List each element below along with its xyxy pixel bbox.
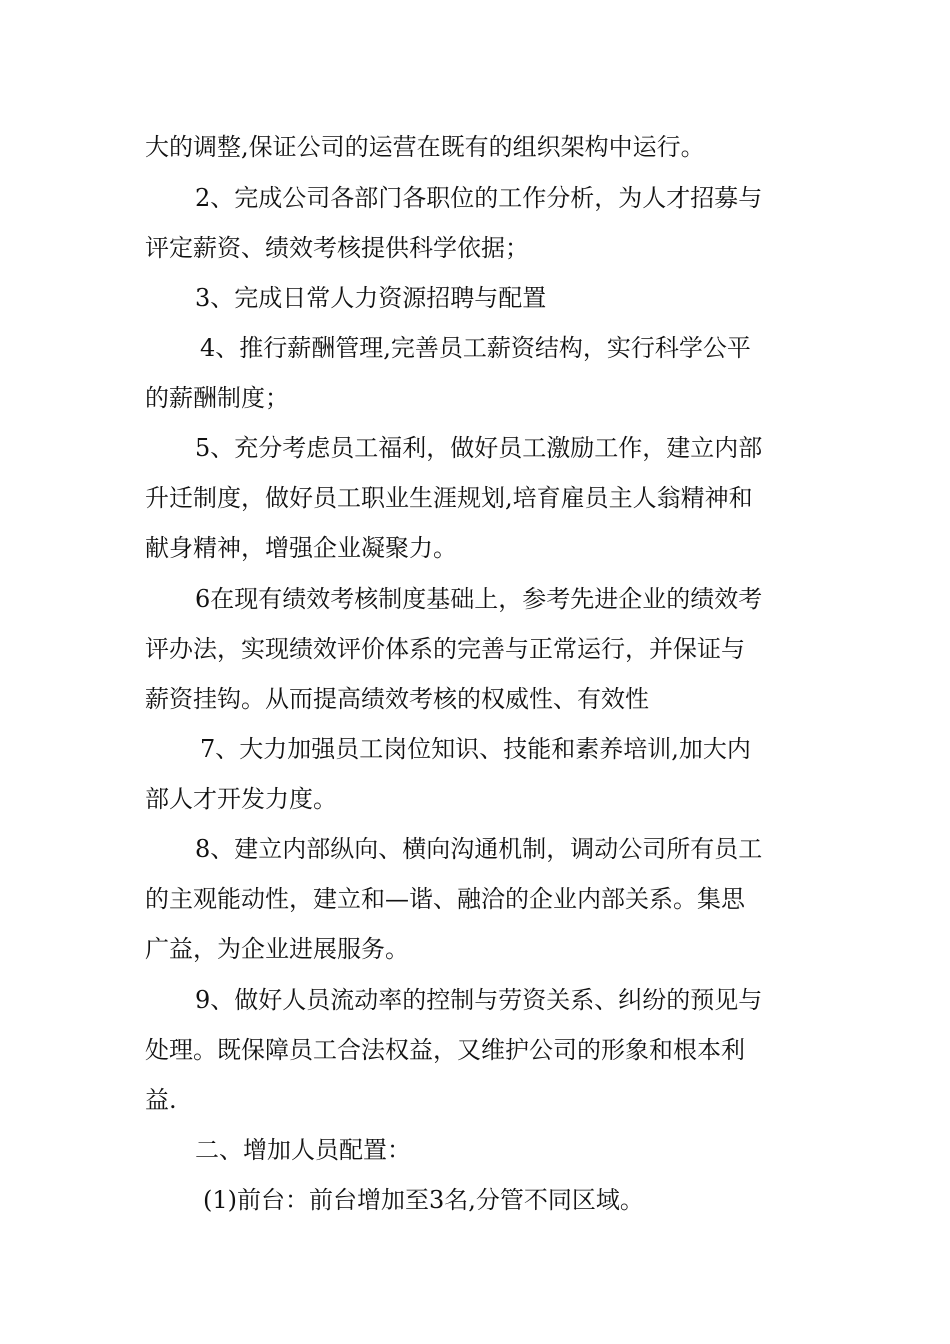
list-item-9-line-2: 处理。既保障员工合法权益，又维护公司的形象和根本利 <box>145 1036 745 1064</box>
list-item-8-line-3: 广益，为企业进展服务。 <box>145 935 409 963</box>
list-item-7-line-1: 7、大力加强员工岗位知识、技能和素养培训,加大内 <box>200 735 751 763</box>
list-item-7-line-2: 部人才开发力度。 <box>145 785 337 813</box>
list-item-9-line-3: 益. <box>145 1086 177 1114</box>
list-item-6-line-3: 薪资挂钩。从而提高绩效考核的权威性、有效性 <box>145 685 649 713</box>
list-item-6-line-1: 6在现有绩效考核制度基础上，参考先进企业的绩效考 <box>195 585 763 613</box>
list-item-9-line-1: 9、做好人员流动率的控制与劳资关系、纠纷的预见与 <box>195 986 763 1014</box>
list-item-5-line-2: 升迁制度，做好员工职业生涯规划,培育雇员主人翁精神和 <box>145 484 753 512</box>
subitem-1: (1)前台：前台增加至3名,分管不同区域。 <box>203 1186 644 1214</box>
list-item-8-line-1: 8、建立内部纵向、横向沟通机制，调动公司所有员工 <box>195 835 763 863</box>
section-heading: 二、增加人员配置： <box>195 1136 411 1164</box>
list-item-2-line-2: 评定薪资、绩效考核提供科学依据； <box>145 234 529 262</box>
list-item-6-line-2: 评办法，实现绩效评价体系的完善与正常运行，并保证与 <box>145 635 745 663</box>
list-item-5-line-1: 5、充分考虑员工福利，做好员工激励工作，建立内部 <box>195 434 763 462</box>
list-item-4-line-1: 4、推行薪酬管理,完善员工薪资结构，实行科学公平 <box>200 334 751 362</box>
body-line: 大的调整,保证公司的运营在既有的组织架构中运行。 <box>145 133 705 161</box>
list-item-2-line-1: 2、完成公司各部门各职位的工作分析，为人才招募与 <box>195 184 763 212</box>
list-item-3: 3、完成日常人力资源招聘与配置 <box>195 284 547 312</box>
list-item-4-line-2: 的薪酬制度； <box>145 384 289 412</box>
list-item-5-line-3: 献身精神，增强企业凝聚力。 <box>145 534 457 562</box>
list-item-8-line-2: 的主观能动性，建立和—谐、融洽的企业内部关系。集思 <box>145 885 745 913</box>
